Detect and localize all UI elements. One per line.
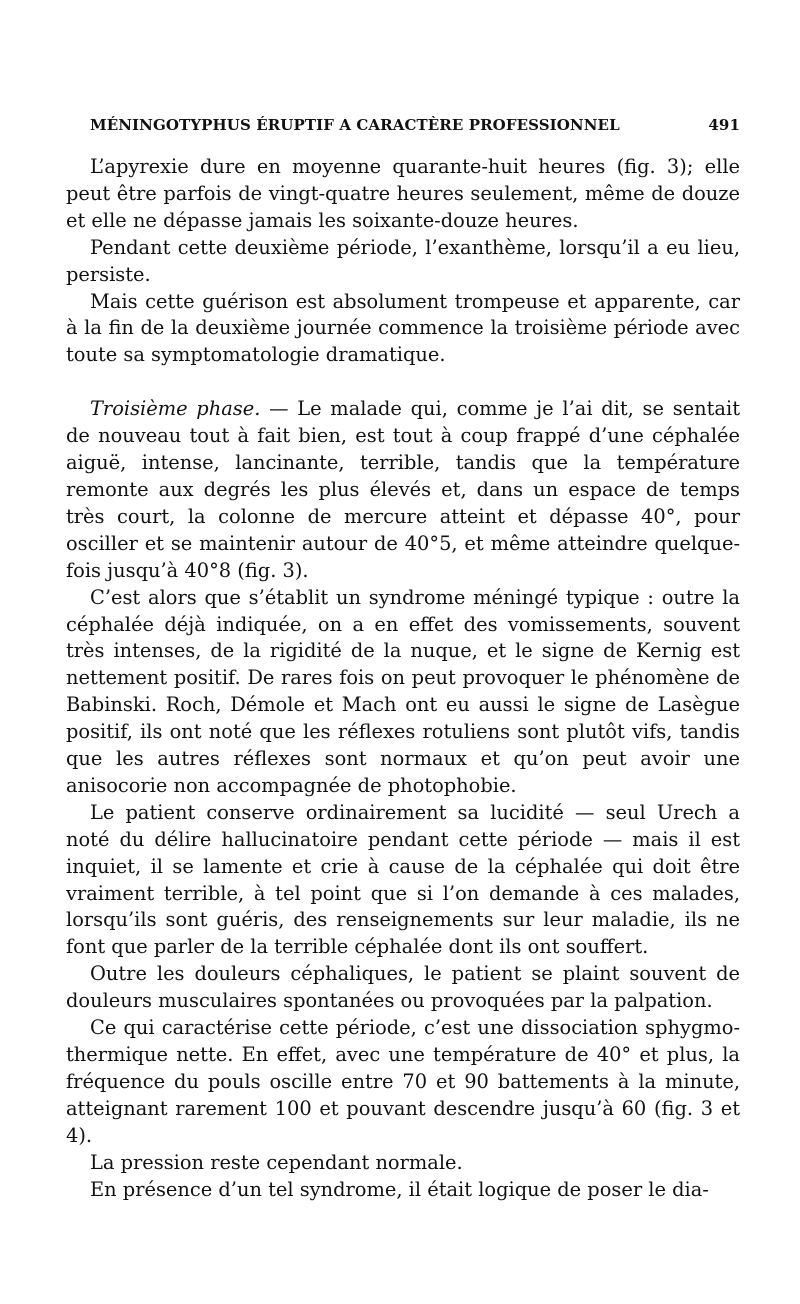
paragraph-dissociation: Ce qui caractérise cette période, c’est une dissociation sphygmothermique nette. En effet, avec une température de 40° et plus, la fréquence du pouls oscille entre 70 et 90 battements à la minute, atteignant rarement 100 et pouvant descendre jusqu’à 60 (fig. 3 et 4).: [66, 1016, 740, 1147]
paragraph-guerison-trompeuse: Mais cette guérison est absolument trompeuse et apparente, car à la fin de la deuxième journée commence la troisième période avec toute sa symptomatologie dramatique.: [66, 289, 740, 367]
section-lead-troisieme-phase: Troisième phase.: [90, 397, 261, 421]
paragraph-lucidite: Le patient conserve ordinairement sa lucidité — seul Urech a noté du délire hallucinatoire pendant cette période — mais il est inquiet, il se lamente et crie à cause de la céphalée qui doit être vraiment terrible, à tel point que si l’on demande à ces malades, lorsqu’ils sont guéris, des renseignements sur leur maladie, ils ne font que parler de la terrible céphalée dont ils ont souffert.: [66, 800, 740, 959]
paragraph-troisieme-phase-text: — Le malade qui, comme je l’ai dit, se sentait de nouveau tout à fait bien, est tout à coup frappé d’une céphalée aiguë, intense, lancinante, terrible, tandis que la température remonte aux degrés les plus élevés et, dans un espace de temps très court, la colonne de mercure atteint et dépasse 40°, pour osciller et se maintenir autour de 40°5, et même atteindre quelquefois jusqu’à 40°8 (fig. 3).: [66, 397, 740, 582]
running-title: MÉNINGOTYPHUS ÉRUPTIF A CARACTÈRE PROFESSIONNEL: [90, 116, 620, 134]
paragraph-deuxieme-periode: Pendant cette deuxième période, l’exanthème, lorsqu’il a eu lieu, persiste.: [66, 235, 740, 286]
book-page: [66, 116, 740, 1203]
paragraph-syndrome-diagnostic: En présence d’un tel syndrome, il était logique de poser le dia-: [90, 1177, 709, 1201]
paragraph-douleurs: Outre les douleurs céphaliques, le patient se plaint souvent de douleurs musculaires spontanées ou provoquées par la palpation.: [66, 962, 740, 1013]
running-head: [90, 116, 740, 134]
page-number: 491: [708, 116, 740, 134]
paragraph-pression: La pression reste cependant normale.: [90, 1150, 463, 1174]
paragraph-apyrexie: L’apyrexie dure en moyenne quarante-huit heures (fig. 3); elle peut être parfois de vingt-quatre heures seulement, même de douze et elle ne dépasse jamais les soixante-douze heures.: [66, 155, 740, 232]
paragraph-syndrome-meninge: C’est alors que s’établit un syndrome méningé typique : outre la céphalée déjà indiquée, on a en effet des vomissements, souvent très intenses, de la rigidité de la nuque, et le signe de Kernig est nettement positif. De rares fois on peut provoquer le phénomène de Babinski. Roch, Démole et Mach ont eu aussi le signe de Lasègue positif, ils ont noté que les réflexes rotuliens sont plutôt vifs, tandis que les autres réflexes sont normaux et qu’on peut avoir une anisocorie non accompagnée de photophobie.: [66, 585, 740, 797]
paragraph-troisieme-phase: [66, 396, 740, 584]
